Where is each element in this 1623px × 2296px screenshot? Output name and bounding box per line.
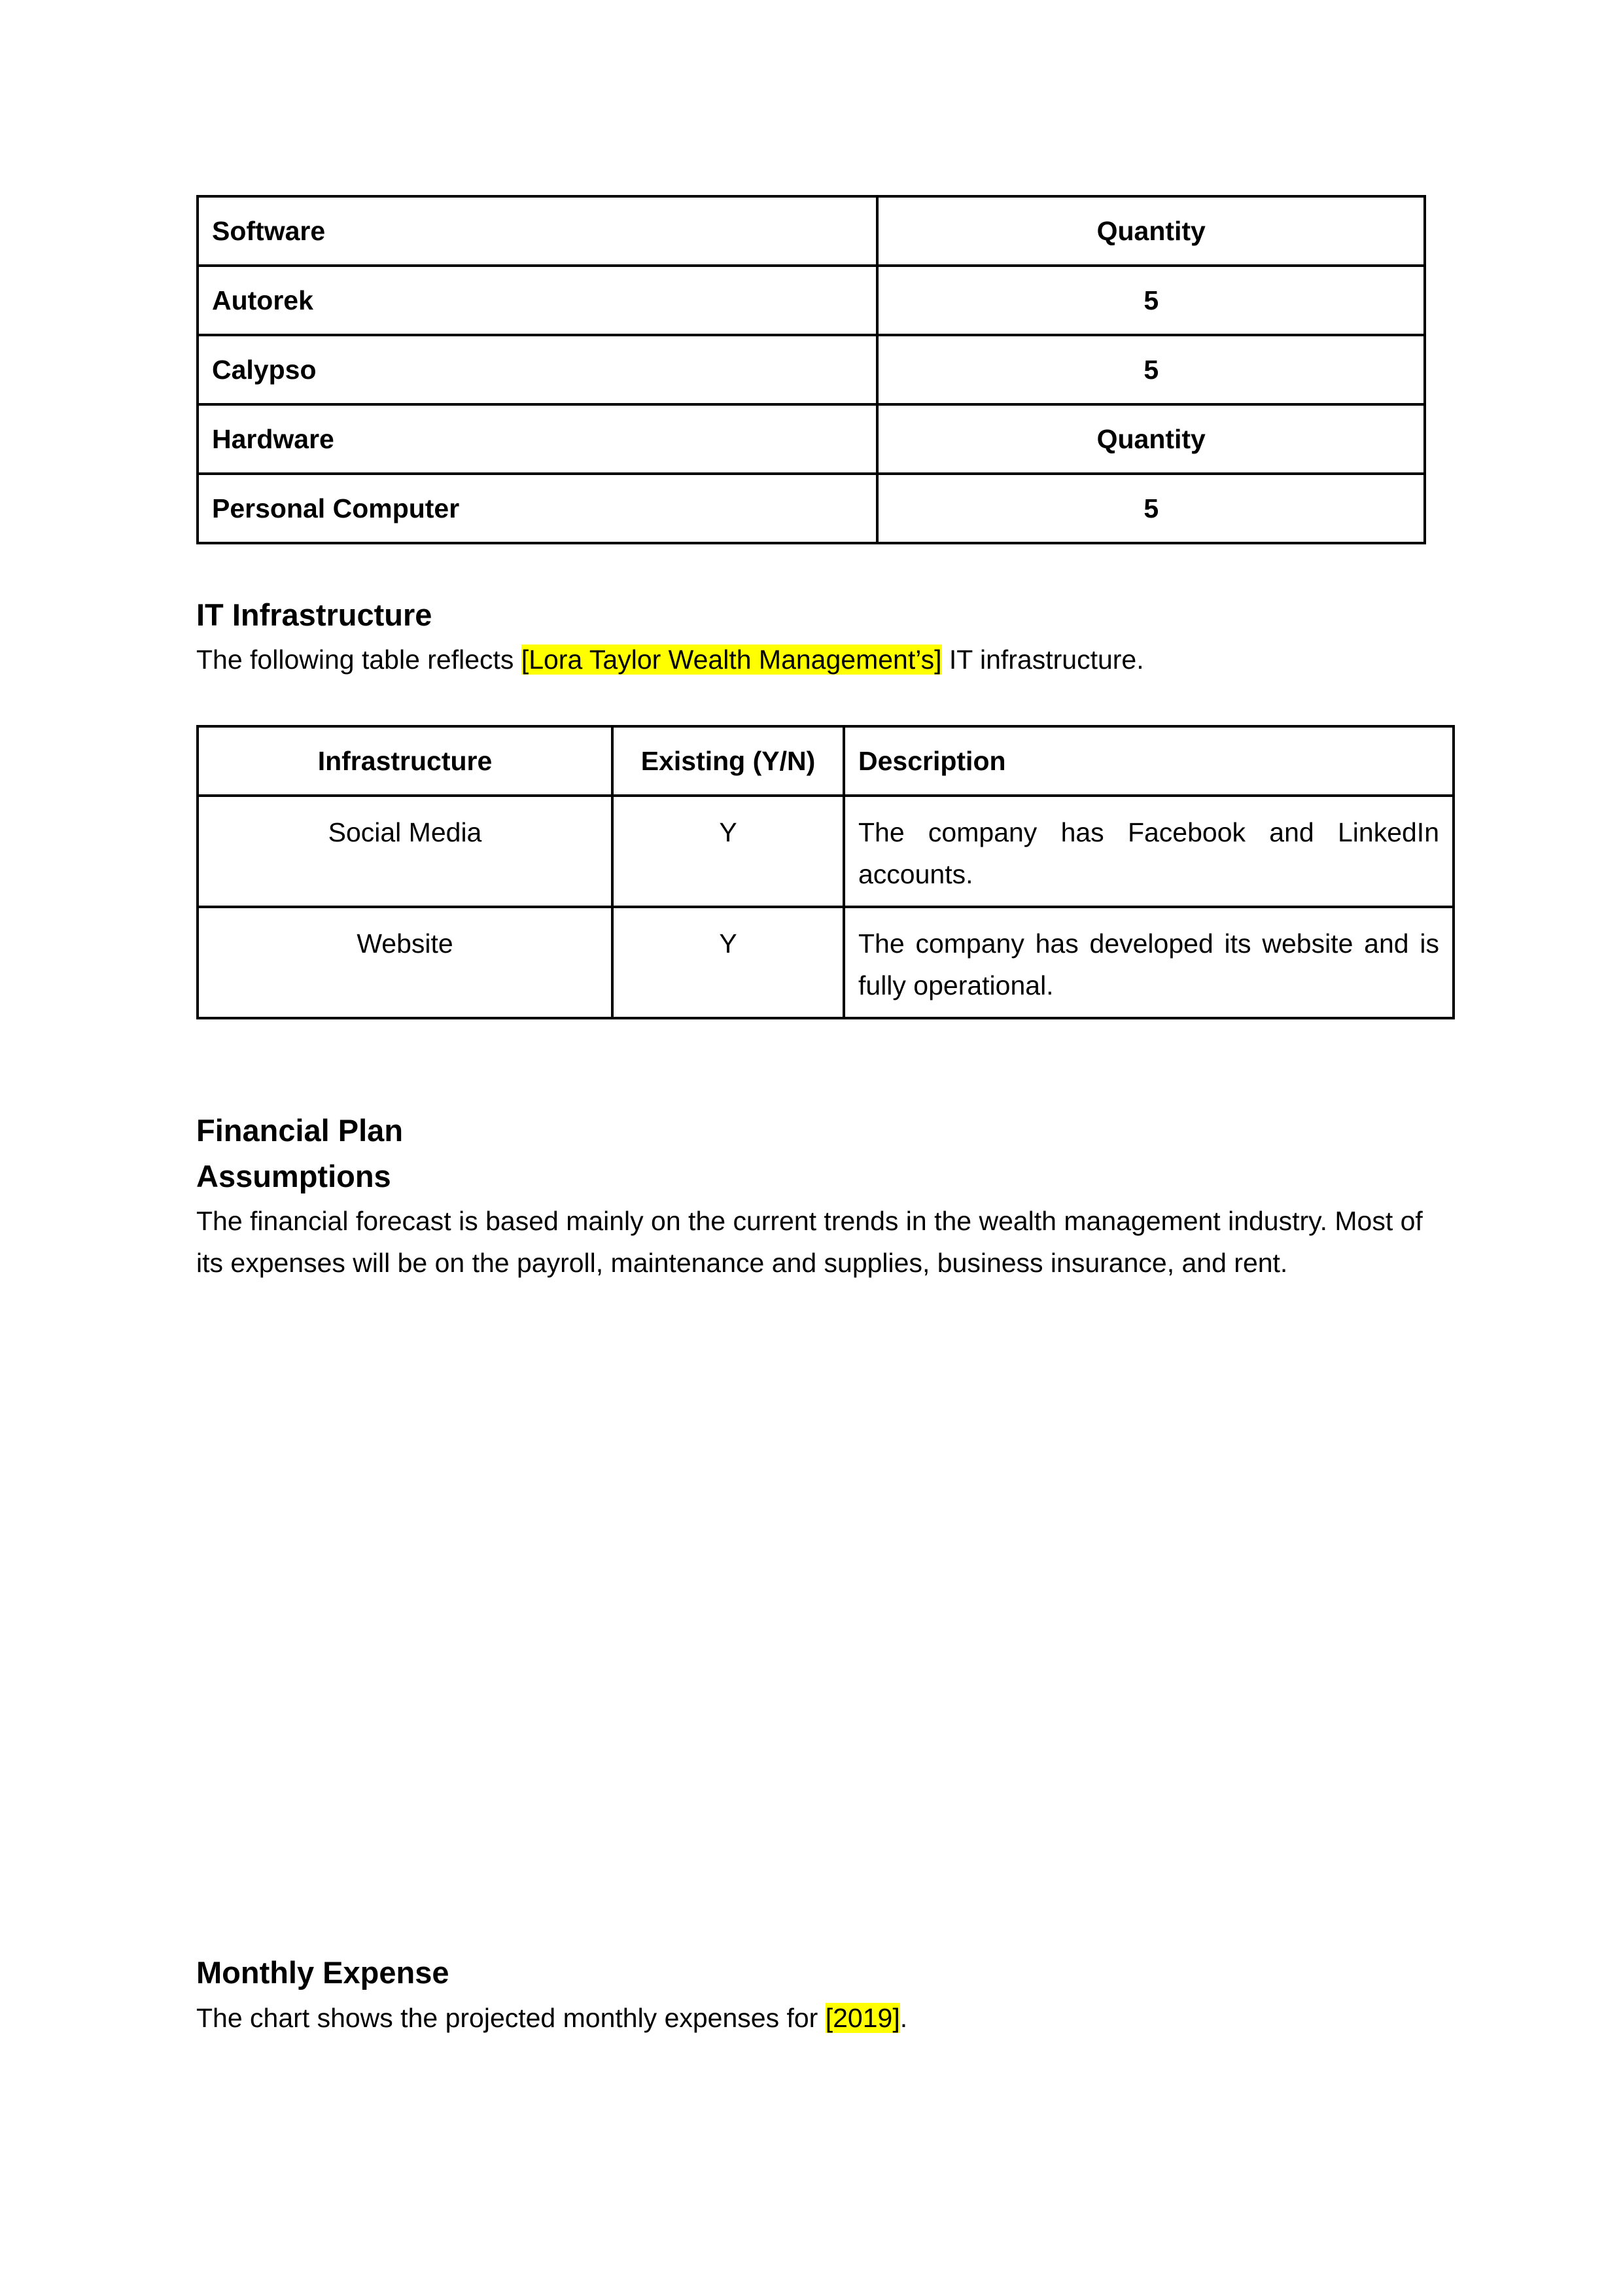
assumptions-paragraph: The financial forecast is based mainly on the current trends in the wealth management industry. Most of its expenses will be on the payroll, maintenance and supplies, business insurance, and rent.	[196, 1206, 1423, 1278]
table-cell-name: Hardware	[198, 404, 877, 474]
monthly-expense-text	[196, 1997, 1439, 2039]
financial-plan-heading: Financial Plan	[196, 1113, 404, 1148]
table-cell-existing: Y	[612, 796, 844, 907]
expense-text: .	[899, 2003, 908, 2033]
column-header-infrastructure: Infrastructure	[198, 726, 612, 796]
table-row	[198, 474, 1425, 543]
table-cell-quantity: 5	[877, 474, 1425, 543]
it-infrastructure-heading: IT Infrastructure	[196, 597, 432, 632]
table-cell-description: The company has developed its website and is fully operational.	[844, 907, 1454, 1018]
intro-text: The following table reflects	[196, 645, 521, 675]
table-row	[198, 796, 1454, 907]
table-cell-name: Calypso	[198, 335, 877, 404]
assumptions-heading: Assumptions	[196, 1159, 391, 1193]
software-hardware-table	[196, 195, 1426, 544]
table-cell-name: Autorek	[198, 266, 877, 335]
table-row	[198, 335, 1425, 404]
column-header-existing: Existing (Y/N)	[612, 726, 844, 796]
table-cell-quantity: 5	[877, 266, 1425, 335]
company-name-highlight: [Lora Taylor Wealth Management’s]	[521, 645, 942, 675]
table-cell-name: Personal Computer	[198, 474, 877, 543]
expense-text: The chart shows the projected monthly expenses for	[196, 2003, 826, 2033]
table-cell-name: Software	[198, 196, 877, 266]
intro-text: IT infrastructure.	[941, 645, 1144, 675]
table-row	[198, 907, 1454, 1018]
monthly-expense-heading: Monthly Expense	[196, 1955, 449, 1990]
year-highlight: [2019]	[825, 2003, 900, 2033]
table-cell-existing: Y	[612, 907, 844, 1018]
table-cell-quantity: 5	[877, 335, 1425, 404]
table-cell-quantity: Quantity	[877, 404, 1425, 474]
table-cell-quantity: Quantity	[877, 196, 1425, 266]
table-cell-infrastructure: Social Media	[198, 796, 612, 907]
table-row	[198, 404, 1425, 474]
table-row	[198, 196, 1425, 266]
table-header-row	[198, 726, 1454, 796]
it-infrastructure-table	[196, 725, 1455, 1019]
table-row	[198, 266, 1425, 335]
table-cell-infrastructure: Website	[198, 907, 612, 1018]
column-header-description: Description	[844, 726, 1454, 796]
table-cell-description: The company has Facebook and LinkedIn accounts.	[844, 796, 1454, 907]
it-infrastructure-intro	[196, 639, 1439, 680]
